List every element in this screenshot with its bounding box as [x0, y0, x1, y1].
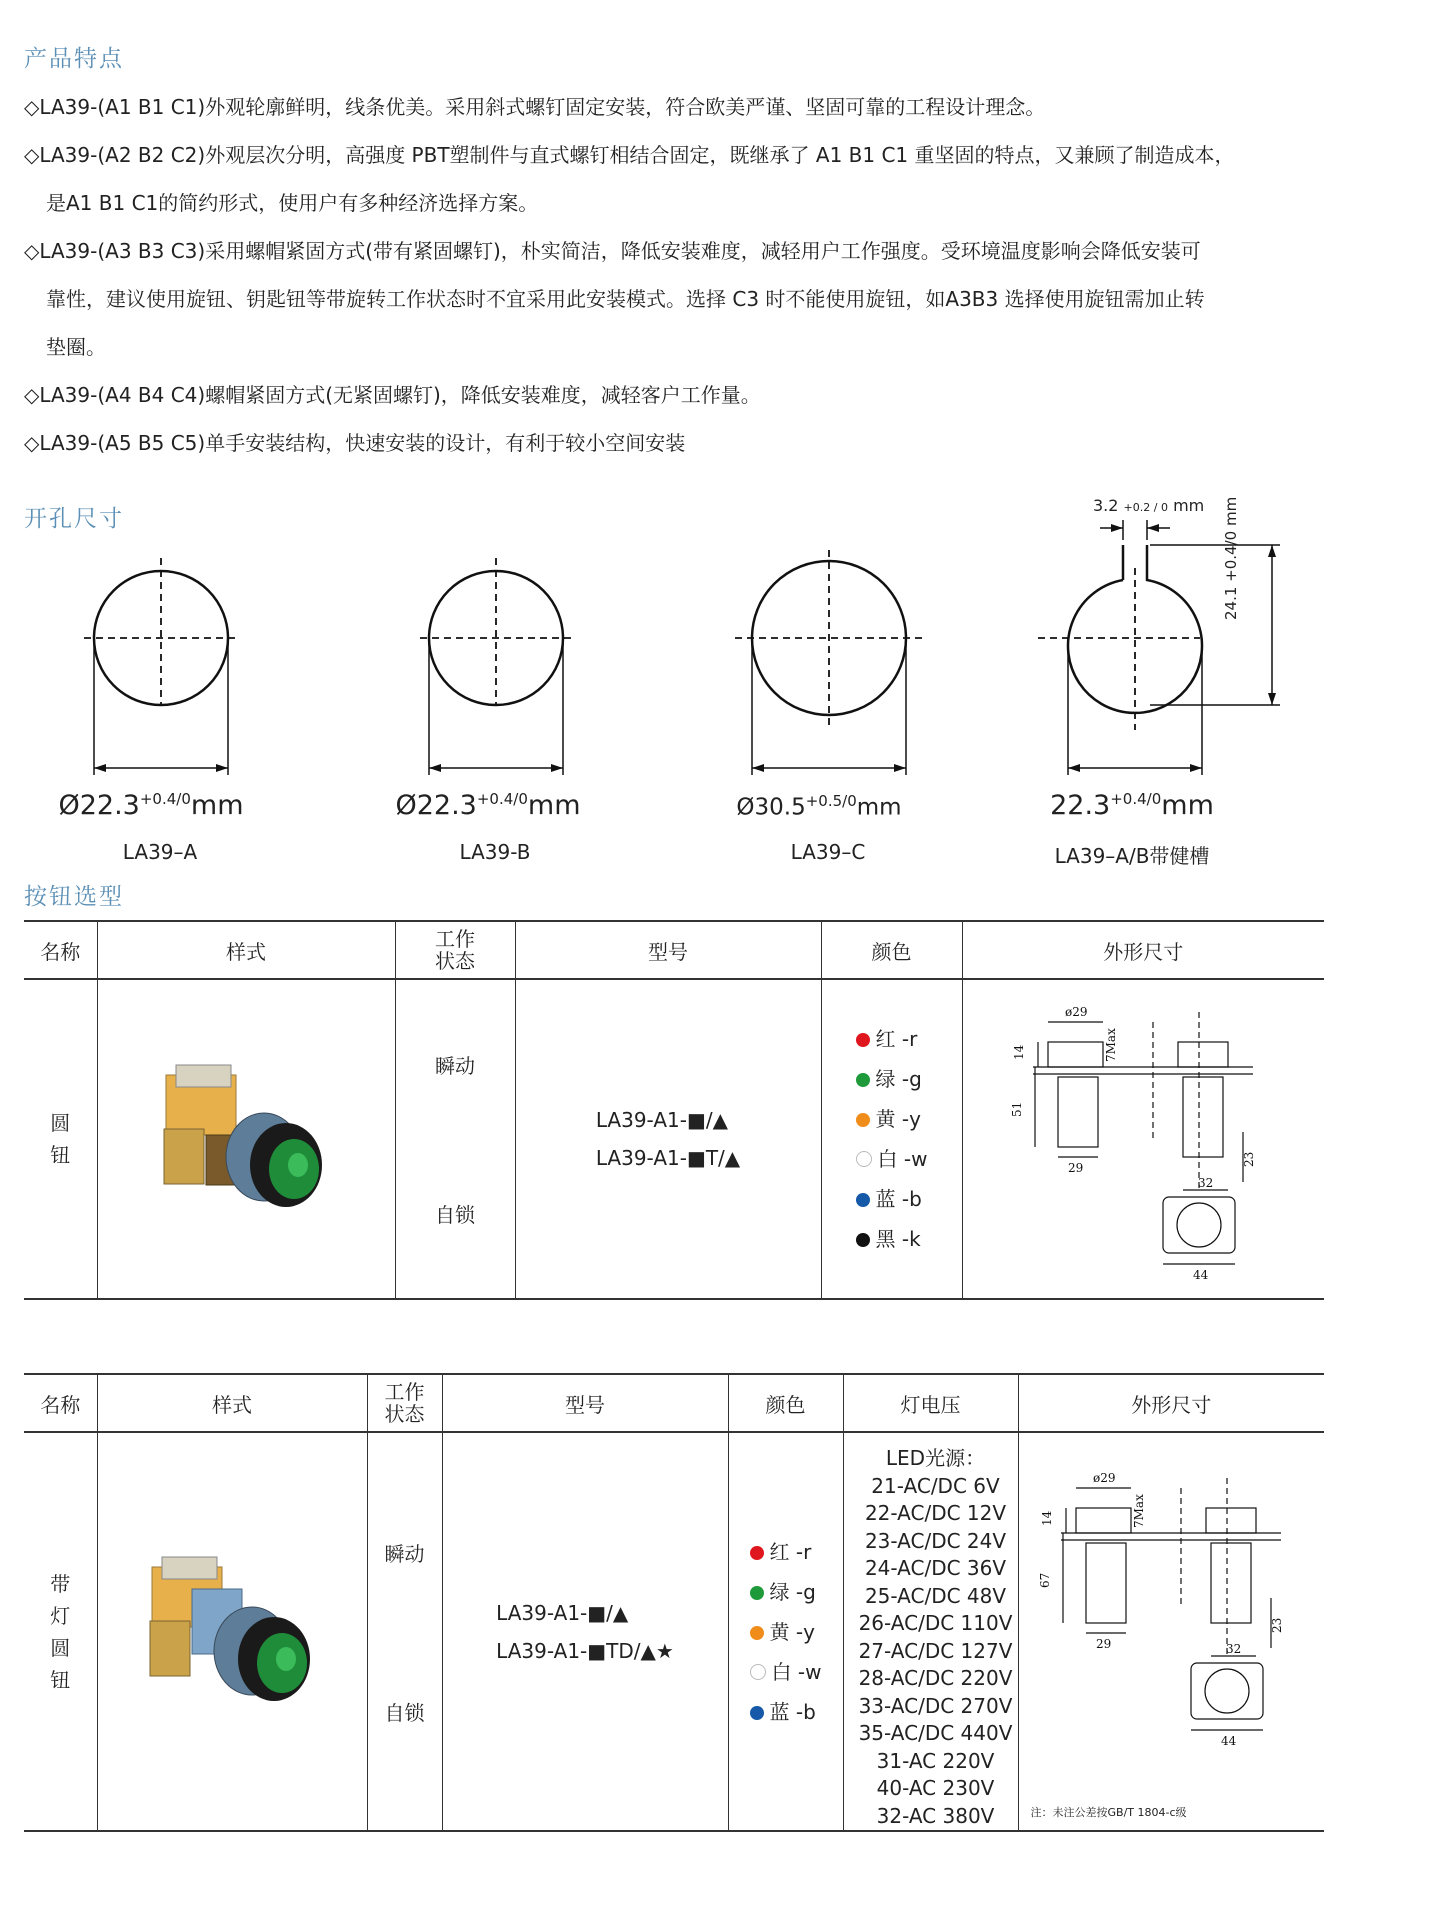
- svg-text:29: 29: [1096, 1637, 1112, 1651]
- feature-item: ◇LA39-(A3 B3 C3)采用螺帽紧固方式(带有紧固螺钉)，朴实简洁，降低安装难度，减轻用户工作强度。受环境温度影响会降低安装可: [24, 239, 1201, 263]
- round-button-photo: [136, 1047, 356, 1227]
- color-dot-icon: [750, 1664, 766, 1680]
- keyway-height-label: 24.1 +0.4/0 mm: [1222, 496, 1240, 620]
- feature-item: ◇LA39-(A5 B5 C5)单手安装结构，快速安装的设计，有利于较小空间安装: [24, 431, 686, 455]
- hole-b-caption: LA39-B: [459, 840, 531, 864]
- header-state: 工作状态: [367, 1374, 442, 1432]
- row-colors: [728, 1432, 843, 1831]
- color-dot-icon: [856, 1193, 870, 1207]
- header-color: 颜色: [728, 1374, 843, 1432]
- color-option: [750, 1532, 822, 1572]
- voltage-option: 32-AC 380V: [876, 1803, 995, 1828]
- color-dot-icon: [750, 1586, 764, 1600]
- svg-text:44: 44: [1193, 1267, 1209, 1282]
- color-dot-icon: [856, 1073, 870, 1087]
- svg-text:7Max: 7Max: [1104, 1027, 1119, 1062]
- keyway-width-label: 3.2 +0.2 / 0 mm: [1093, 496, 1205, 515]
- color-option: [750, 1692, 822, 1732]
- feature-item: 是A1 B1 C1的简约形式，使用户有多种经济选择方案。: [46, 191, 539, 215]
- color-option: [856, 1019, 928, 1059]
- color-label: 红 -r: [769, 1539, 812, 1564]
- voltage-option: 23-AC/DC 24V: [864, 1528, 1007, 1553]
- header-dims: 外形尺寸: [962, 921, 1324, 979]
- row-state: [367, 1432, 442, 1831]
- svg-text:23: 23: [1242, 1151, 1257, 1167]
- header-model: 型号: [515, 921, 821, 979]
- state-momentary: 瞬动: [435, 1054, 475, 1078]
- feature-item: 靠性，建议使用旋钮、钥匙钮等带旋转工作状态时不宜采用此安装模式。选择 C3 时不能使用旋钮，如A3B3 选择使用旋钮需加止转: [46, 287, 1205, 311]
- header-dims: 外形尺寸: [1018, 1374, 1324, 1432]
- color-label: 白 -w: [877, 1147, 928, 1171]
- svg-text:44: 44: [1221, 1734, 1237, 1748]
- svg-text:23: 23: [1270, 1617, 1285, 1633]
- color-dot-icon: [856, 1113, 870, 1127]
- selection-table-2: [24, 1373, 1324, 1832]
- model-momentary: LA39-A1-■/▲: [595, 1108, 728, 1132]
- color-option: [750, 1652, 822, 1692]
- header-state: 工作状态: [395, 921, 515, 979]
- color-dot-icon: [856, 1233, 870, 1247]
- color-label: 黄 -y: [769, 1619, 815, 1644]
- color-label: 黄 -y: [875, 1107, 921, 1131]
- hole-c-caption: LA39–C: [790, 840, 866, 864]
- voltage-option: 24-AC/DC 36V: [864, 1556, 1007, 1580]
- voltage-option: 22-AC/DC 12V: [864, 1501, 1007, 1525]
- row-dims: [1018, 1432, 1324, 1831]
- color-dot-icon: [750, 1546, 764, 1560]
- row-colors: [821, 979, 962, 1299]
- selection-table-1: [24, 920, 1324, 1300]
- illuminated-button-photo: [122, 1539, 342, 1719]
- state-latching: 自锁: [384, 1700, 425, 1725]
- row-name: 带灯圆钮: [24, 1432, 97, 1831]
- state-latching: 自锁: [435, 1203, 475, 1227]
- voltage-option: 21-AC/DC 6V: [871, 1473, 1000, 1498]
- feature-item: ◇LA39-(A4 B4 C4)螺帽紧固方式(无紧固螺钉)，降低安装难度，减轻客户工作量。: [24, 383, 761, 407]
- features-title: 产品特点: [24, 46, 124, 72]
- header-name: 名称: [24, 1374, 97, 1432]
- color-option: [856, 1179, 928, 1219]
- color-label: 蓝 -b: [769, 1699, 816, 1724]
- header-style: 样式: [97, 921, 395, 979]
- voltage-option: LED光源：: [885, 1446, 986, 1470]
- product-image: [97, 1432, 367, 1831]
- outline-drawing-2: [1038, 1458, 1301, 1748]
- svg-text:29: 29: [1068, 1160, 1084, 1175]
- row-name: 圆钮: [24, 979, 97, 1299]
- voltage-option: 31-AC 220V: [876, 1748, 995, 1773]
- color-label: 白 -w: [771, 1659, 822, 1684]
- holes-title: 开孔尺寸: [24, 506, 124, 532]
- voltage-option: 27-AC/DC 127V: [858, 1638, 1013, 1663]
- svg-text:ø29: ø29: [1065, 1004, 1088, 1019]
- hole-keyway-caption: LA39–A/B带健槽: [1054, 844, 1210, 868]
- svg-text:32: 32: [1226, 1642, 1242, 1656]
- header-model: 型号: [442, 1374, 728, 1432]
- svg-text:7Max: 7Max: [1132, 1494, 1147, 1528]
- hole-a-dimension: $Ø22.3^{+0.4/0}mm$: [58, 790, 244, 821]
- hole-a-caption: LA39–A: [122, 840, 198, 864]
- state-momentary: 瞬动: [384, 1541, 425, 1566]
- svg-text:14: 14: [1012, 1044, 1027, 1060]
- product-image: [97, 979, 395, 1299]
- color-option: [856, 1099, 928, 1139]
- feature-item: ◇LA39-(A1 B1 C1)外观轮廓鲜明，线条优美。采用斜式螺钉固定安装，符合欧美严谨、坚固可靠的工程设计理念。: [24, 95, 1046, 119]
- voltage-option: 25-AC/DC 48V: [864, 1583, 1007, 1608]
- svg-text:14: 14: [1040, 1510, 1055, 1526]
- voltage-option: 26-AC/DC 110V: [858, 1611, 1013, 1635]
- feature-item: ◇LA39-(A2 B2 C2)外观层次分明，高强度 PBT塑制件与直式螺钉相结合固定，既继承了 A1 B1 C1 重坚固的特点，又兼顾了制造成本，: [24, 143, 1235, 167]
- row-state: [395, 979, 515, 1299]
- model-momentary: LA39-A1-■/▲: [496, 1600, 629, 1625]
- svg-text:67: 67: [1038, 1572, 1053, 1588]
- color-dot-icon: [856, 1033, 870, 1047]
- hole-b-dimension: $Ø22.3^{+0.4/0}mm$: [395, 790, 581, 821]
- color-label: 黑 -k: [875, 1227, 921, 1251]
- hole-keyway-dimension: $22.3^{+0.4/0}mm$: [1050, 790, 1214, 821]
- voltage-option: 40-AC 230V: [876, 1776, 995, 1800]
- svg-text:32: 32: [1198, 1175, 1214, 1190]
- row-model: [442, 1432, 728, 1831]
- row-voltage: [843, 1432, 1018, 1831]
- color-option: [856, 1059, 928, 1099]
- header-name: 名称: [24, 921, 97, 979]
- model-latching: LA39-A1-■TD/▲★: [496, 1638, 674, 1663]
- color-label: 蓝 -b: [875, 1187, 922, 1211]
- color-option: [750, 1572, 822, 1612]
- color-option: [856, 1219, 928, 1259]
- voltage-option: 33-AC/DC 270V: [858, 1693, 1013, 1718]
- feature-item: 垫圈。: [46, 335, 106, 359]
- selection-title: 按钮选型: [24, 884, 124, 910]
- features-list: [24, 83, 1344, 467]
- color-dot-icon: [856, 1151, 872, 1167]
- header-voltage: 灯电压: [843, 1374, 1018, 1432]
- row-dims: [962, 979, 1324, 1299]
- hole-c-dimension: $Ø30.5^{+0.5/0}mm$: [736, 792, 902, 821]
- color-dot-icon: [750, 1706, 764, 1720]
- voltage-option: 28-AC/DC 220V: [858, 1666, 1013, 1690]
- header-color: 颜色: [821, 921, 962, 979]
- tolerance-note: 注：未注公差按GB/T 1804-c级: [1030, 1806, 1187, 1819]
- header-style: 样式: [97, 1374, 367, 1432]
- model-latching: LA39-A1-■T/▲: [595, 1146, 741, 1170]
- voltage-option: 35-AC/DC 440V: [858, 1721, 1013, 1745]
- color-option: [750, 1612, 822, 1652]
- color-option: [856, 1139, 928, 1179]
- svg-text:ø29: ø29: [1093, 1471, 1116, 1485]
- svg-text:51: 51: [1010, 1101, 1025, 1117]
- color-label: 绿 -g: [769, 1579, 816, 1604]
- outline-drawing-1: [1010, 992, 1273, 1282]
- row-model: [515, 979, 821, 1299]
- color-dot-icon: [750, 1626, 764, 1640]
- color-label: 绿 -g: [875, 1067, 922, 1091]
- color-label: 红 -r: [875, 1027, 918, 1051]
